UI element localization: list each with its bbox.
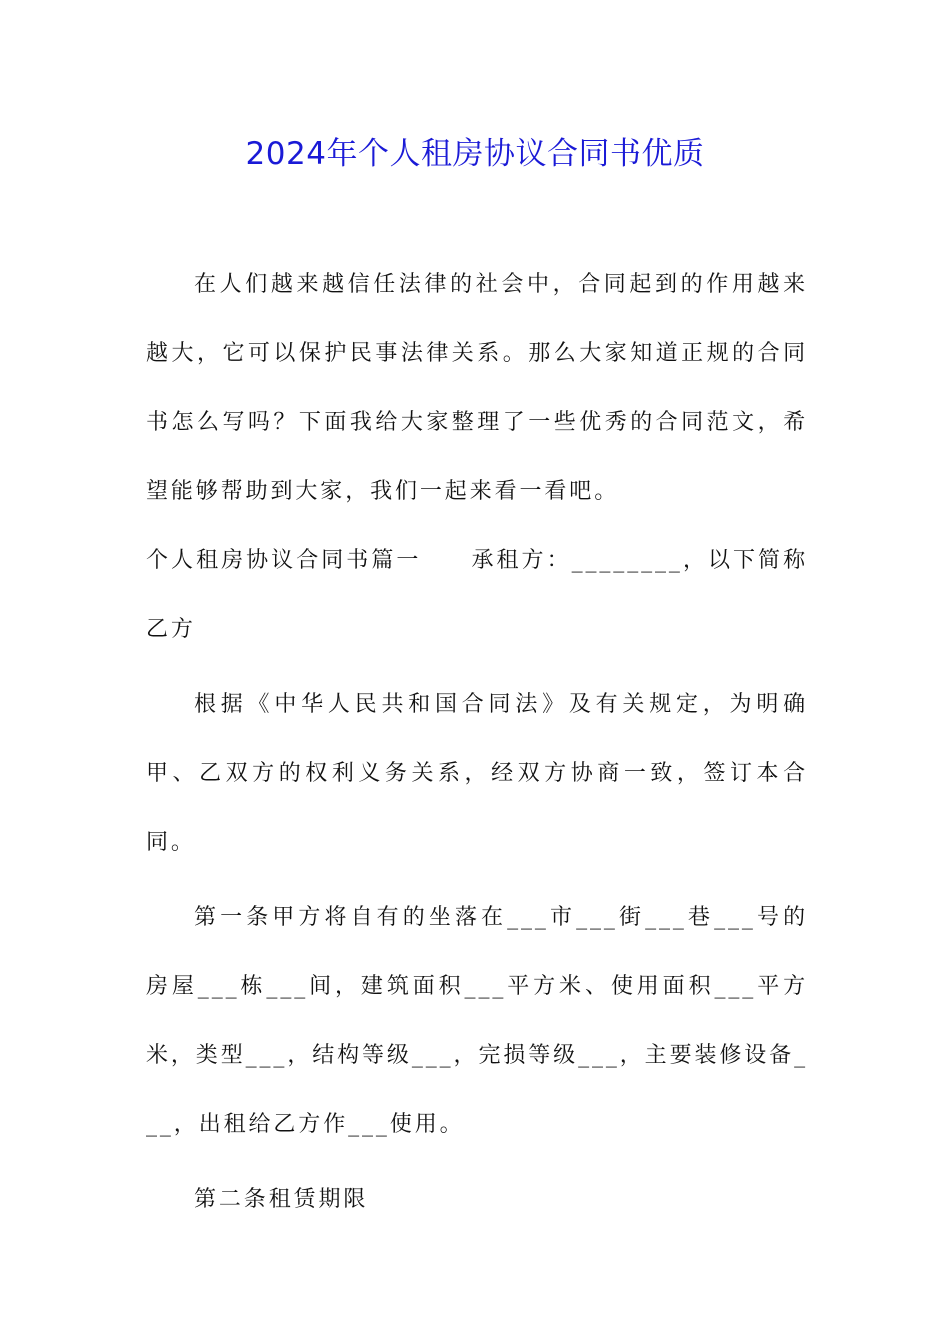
paragraph-article-one: 第一条甲方将自有的坐落在___市___街___巷___号的房屋___栋___间，建筑面积___平方米、使用面积___平方米，类型___，结构等级___，完损等级___，主要装修设备___，出租给乙方作___使用。 (146, 905, 808, 1137)
document-body (146, 250, 808, 1234)
paragraph-article-two: 第二条租赁期限 (194, 1187, 369, 1212)
paragraph-section-one-heading: 个人租房协议合同书篇一 承租方：________，以下简称乙方 (146, 548, 808, 642)
paragraph-legal-basis: 根据《中华人民共和国合同法》及有关规定，为明确甲、乙双方的权利义务关系，经双方协商一致，签订本合同。 (146, 692, 808, 855)
paragraph-intro: 在人们越来越信任法律的社会中，合同起到的作用越来越大，它可以保护民事法律关系。那么大家知道正规的合同书怎么写吗？下面我给大家整理了一些优秀的合同范文，希望能够帮助到大家，我们一起来看一看吧。 (146, 272, 808, 504)
document-title: 2024年个人租房协议合同书优质 (245, 136, 705, 172)
